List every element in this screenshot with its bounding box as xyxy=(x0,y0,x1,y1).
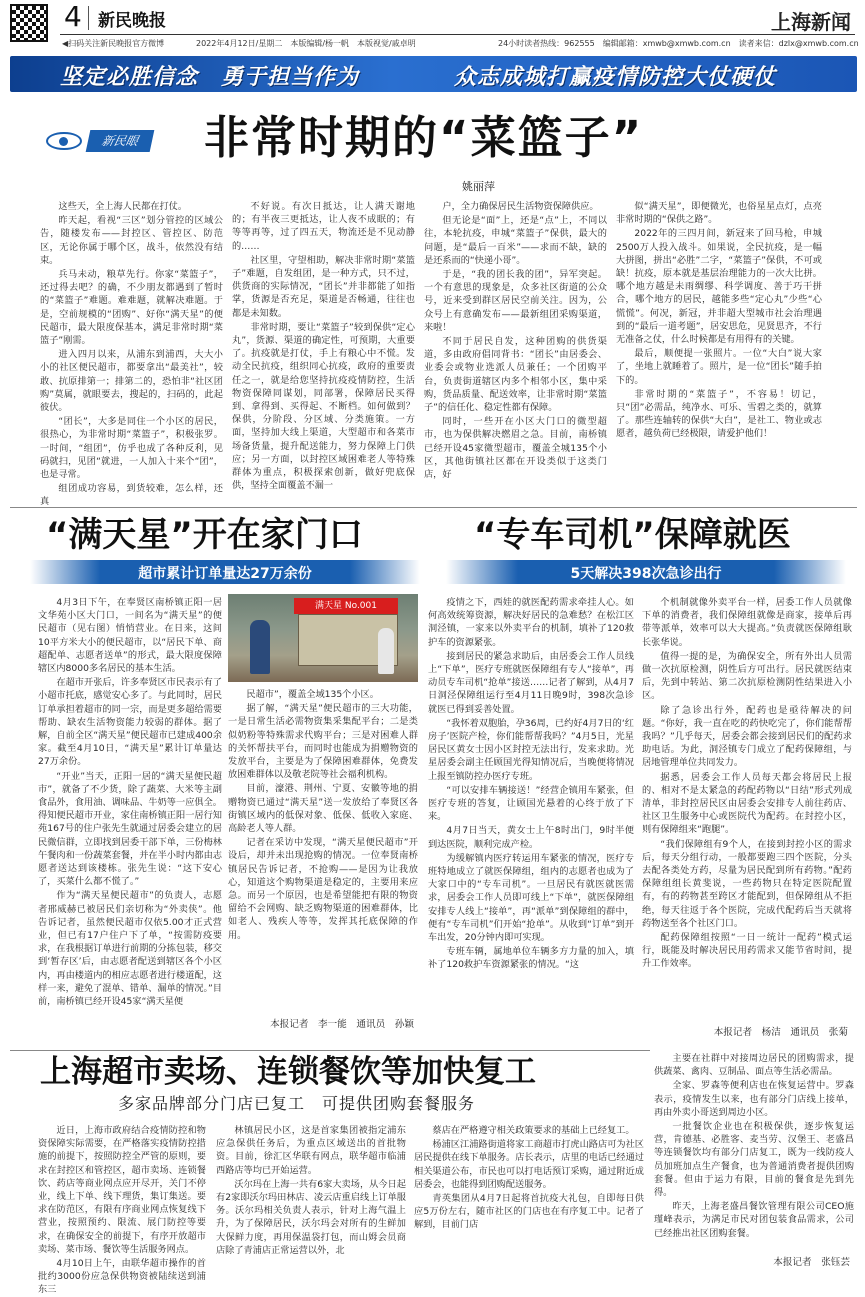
paragraph: 目前，濠港、荆州、宁夏、安徽等地的捐赠物资已通过“满天星”送一发放给了奉贤区各街镇区域内的低保对象、低保、低收入家庭、高龄老人等人群。 xyxy=(228,783,418,835)
paragraph: 据悉，居委会工作人员每天都会将居民上报的、相对不是太紧急的药配药物以“日结”形式列成清单，非封控居民区由居委会安排专人前往药店、社区卫生服务中心或医院代为配药。在封控小区，则有保障组来“跑腿”。 xyxy=(642,771,852,836)
banner-slogan-left: 坚定必胜信念 勇于担当作为 xyxy=(60,65,360,90)
paragraph: “我怀着双胞胎，孕36周，已约好4月7日的‘红房子’医院产检，你们能帮帮我吗？”4月5日，光星居民区黄女士因小区封控无法出行，发来求助。光星居委会副主任顾国光得知情况后，当晚便将情况上报至镇防控办医疗专班。 xyxy=(428,717,634,782)
paragraph: 昨天，上海老盛昌餐饮管理有限公司CEO施瑾峰表示，为满足市民对团包装食品需求，公司已经推出社区团购套餐。 xyxy=(654,1201,854,1239)
right-story-byline: 本报记者 杨洁 通讯员 张菊 xyxy=(713,1027,848,1038)
paragraph: 全家、罗森等便利店也在恢复运营中。罗森表示，疫情发生以来，也有部分门店线上接单，再由外卖小哥送到周边小区。 xyxy=(654,1080,854,1118)
column-tag xyxy=(46,130,164,154)
commentary-col-2 xyxy=(232,200,415,500)
paragraph: 4月10日上午，由联华超市操作的首批约3000份应急保供物资被陆续送到浦东三 xyxy=(38,1258,206,1296)
paragraph: 不同于居民自发，这种团购的供货渠道，多由政府倡同背书：“团长”由居委会、业委会或物业选派人员兼任；一个团购平台，负责街道辖区内多个相邻小区，集中采购，货品质量、配送效率，让非常时期“菜篮子”的信任化、稳定性都有保障。 xyxy=(424,336,607,414)
paragraph: 沃尔玛在上海一共有6家大卖场，从今日起有2家即沃尔玛田林店、凌云店重启线上订单服务。沃尔玛相关负责人表示，针对上海气温上升，为了保障居民，沃尔玛会对所有的生鲜加大保鲜力度，再用保温袋打包，而山姆会员商店除了青浦店正常运营以外，北 xyxy=(216,1178,406,1256)
paragraph: 4月7日当天，黄女士上午8时出门，9时半便到达医院，顺利完成产检。 xyxy=(428,825,634,850)
paragraph: 这些天，全上海人民都在打仗。 xyxy=(58,201,188,212)
paragraph: 不好说。有次日抵达，让人满天谢地的；有半夜三更抵达，让人夜不成眠的；有等等再等，过了四五天，物流还是不见动静的…… xyxy=(232,201,415,252)
store-photo xyxy=(228,594,418,682)
bottom-story-col-4 xyxy=(654,1052,854,1252)
left-story-headline: “满天星”开在家门口 xyxy=(46,515,363,555)
paragraph: 作为“满天星便民超市”的负责人，志愿者邢威赫已被居民们亲切称为“外卖侠”。他告诉记者，虽然便民超市仅依5.00才正式营业，但已有17户住户下了单，“按需防疫要求，在我根据订单进行前期的分拣包装，移交到‘暂存区’后，由志愿者配送到辖区各个小区内，再由楼道内的相应志愿者进行楼道配，这样一来，避免了混单、错单、漏单的情况。”目前，南桥镇已经开设45家“满天星便 xyxy=(38,890,222,1008)
paragraph: 社区里，守望相助，解决非常时期“菜篮子”难题，自发组团，是一种方式，只不过，供货商的实际情况，“团长”并非都能了如指掌，货源是否充足，渠道是否畅通，往往也都是未知数。 xyxy=(232,254,415,319)
bottom-story-headline: 上海超市卖场、连锁餐饮等加快复工 xyxy=(40,1054,536,1090)
paragraph: 青英集团从4月7日起将首抗疫大礼包，自即每日供应5万份左右，随市社区的门店也在有序复工中。记者了解到，目前门店 xyxy=(414,1193,644,1231)
page-number: 4 xyxy=(64,0,82,33)
hotline: 24小时读者热线：962555 编辑邮箱：xmwb@xmwb.com.cn 读者来信：dzlx@xmwb.com.cn xyxy=(498,39,859,48)
paper-name: 新民晚报 xyxy=(98,11,166,31)
paragraph: 专班车辆，属地单位车辆多方力量的加入，填补了120救护车资源紧张的情况。“这 xyxy=(428,946,634,971)
divider xyxy=(88,6,89,30)
campaign-banner xyxy=(10,56,857,92)
section-title: 上海新闻 xyxy=(771,10,851,34)
banner-slogan-right: 众志成城打赢疫情防控大仗硬仗 xyxy=(454,65,777,90)
commentary-col-3 xyxy=(424,200,607,500)
paragraph: 在超市开张后，许多奉贤区市民表示有了小超市托底，感觉安心多了。与此同时，居民订单承担着超市的同一宗，而是更多超给需要帮助、缺农生活物资能力较弱的群体。据了解，自前全区“满天星”便民超市已建成400余家。截至4月10日，“满天星”累计订单量达27万余份。 xyxy=(38,677,222,768)
left-story-col-1 xyxy=(38,596,222,1046)
paragraph: “团长”，大多是同住一个小区的居民，很热心，为非常时期“菜篮子”，积极张罗。一时间，“组团”，仿乎也成了各种反利，见码就扫，见团“就进，一人加入十来个“团”，也是寻常。 xyxy=(40,416,223,481)
column-tag-label: 新民眼 xyxy=(86,130,155,152)
paragraph: 近日，上海市政府结合疫情防控和物资保障实际需要，在严格落实疫情防控措施的前提下，按照防控全严管的原则，要求在封控区和管控区，超市卖场、连锁餐饮、药店等商业网点应开尽开，关门不停业，线上下单、线下理货，集订集送。要求在防范区，有限有序商业网点恢复线下营业，按照预约、限流、展门防控等要求，在确保安全的前提下，有序开放超市卖场、菜市场、餐饮等生活服务网点。 xyxy=(38,1125,206,1255)
volunteer-figure xyxy=(378,628,394,674)
right-story-col-1 xyxy=(428,596,634,1042)
left-story-rule xyxy=(10,507,857,508)
paragraph: 2022年的三四月间，新冠来了回马枪，申城2500万人投入战斗。如果说，全民抗疫，是一幅大拼图，拼出“必胜”二字，“菜篮子”保供，不可或缺！抗疫，原本就是基层治理能力的一次大比拼。哪个地方越是未雨绸缪、科学调度、善于巧干拼合，哪个地方的居民，越能多些“定心丸”少些“心慌慌”。何况，新冠，并非超大型城市社会治理遇到的“最后一道考题”，居安思危，见贤思齐，不行无准备之仗，什么时候都是有用得有的关键。 xyxy=(616,228,822,346)
qr-code-icon[interactable] xyxy=(10,4,48,42)
paragraph: 个机制就像外卖平台一样，居委工作人员就像下单的消费者，我们保障组就像是商家，接单后再带等派单，效率可以大大提高。”负责就医保障组耿长张华说。 xyxy=(642,597,852,648)
commentary-author: 姚丽萍 xyxy=(462,180,495,193)
bottom-story-col-2 xyxy=(216,1124,406,1276)
masthead xyxy=(0,0,865,52)
paragraph: 一批餐饮企业也在积极保供，逐步恢复运营，肯德基、必胜客、麦当劳、汉堡王、老盛昌等连锁餐饮均有部分门店复工，既为一线防疫人员加班加点生产餐食，也为普通消费者提供团购套餐。但由于运力有限，目前的餐食是先到先得。 xyxy=(654,1121,854,1199)
paragraph: 非常时期的“菜篮子”，不容易！切记，只“团”必需品，纯净水、可乐、雪碧之类的，就算了。那些连轴转的保供“大白”，是社工、物业或志愿者，越负荷已经极限，请爱护他们！ xyxy=(616,388,822,440)
paragraph: 主要在社群中对接周边居民的团购需求，提供蔬菜、禽肉、豆制品、面点等生活必需品。 xyxy=(654,1053,854,1078)
paragraph: 接到居民的紧急求助后，由居委会工作人员线上“下单”，医疗专班就医保障组有专人“接单”，再动员专车司机“抢单”接送……记者了解到，从4月7日洞泾保障组运行至4月11日晚9时，398次急诊就医已得到妥善处置。 xyxy=(428,650,634,715)
paragraph: 记者在采访中发现，“满天星便民超市”开设后，却并未出现抢购的情况。一位奉贤南桥镇居民告诉记者，不抢购——是因为让我放心，知道这个购物渠道是稳定的，主要用来应急。而另一个原因，也是希望能把有限的物资留给不会网购、缺乏购物渠道的困难群体，比如老人、残疾人等等，发挥其托底保障的作用。 xyxy=(228,837,418,941)
right-story-subhead: 5天解决398次急诊出行 xyxy=(570,566,722,582)
left-story-byline: 本报记者 李一能 通讯员 孙颖 xyxy=(270,1019,414,1030)
paragraph: 据了解，“满天星”便民超市的三大功能，一是日常生活必需物资集采集配平台；二是类似奶粉等特殊需求代购平台；三是对困难人群的关怀帮扶平台，而同时也能成为捐赠物资的发放平台，主要是为了保障困难群体，免费发放困难群体以及敬老院等社会福利机构。 xyxy=(228,703,418,781)
paragraph: 值得一提的是，为确保安全，所有外出人员需做一次抗原检测，阴性后方可出行。居民就医结束后，先到中转站、第二次抗原检测阴性结果进入小区。 xyxy=(642,650,852,702)
left-story-col-2 xyxy=(228,688,418,1042)
paragraph: 4月3日下午，在奉贤区南桥镇正阳一居文华苑小区大门口，一间名为“满天星”的便民超市（见右图）悄悄营业。在日来，这间10平方米大小的便民超市，以“居民下单、商超配单、志愿者送单”的形式，最大限度保障辖区内8000多名居民的基本生活。 xyxy=(38,597,222,675)
paragraph: “我们保障组有9个人，在接到封控小区的需求后，每天分组行动，一般都要跑三四个医院，分头去配各类处方药，尽量为居民配到所有药物。”配药保障组组长黄斐说，一些药物只在特定医院配置有，有的药物甚至跨区才能配到，但保障组从不拒绝，每天往返于各个医院，完成代配药后当天就将药物送至各个社区门口。 xyxy=(642,838,852,929)
right-story-col-2 xyxy=(642,596,852,1016)
bottom-story-col-3 xyxy=(414,1124,644,1276)
paragraph: “开业”当天，正阳一居的“满天星便民超市”，就备了不少货，除了蔬菜、大米等主副食品外，食用油、调味品、牛奶等一应俱全。得知便民超市开业，家住南桥镇正阳一居行知苑167号的住户张先生就通过居委会建立的居民微信群，立即找到居委干部下单，三份梅林午餐肉和一份蔬菜套餐，并在半小时内都由志愿者送达到该楼栋。张先生说：“这下安心了，买菜什么都不慌了。” xyxy=(38,770,222,888)
paragraph: 民超市”，覆盖全域135个小区。 xyxy=(246,689,379,700)
commentary-col-1 xyxy=(40,200,223,508)
masthead-rule xyxy=(60,34,855,35)
commentary-headline: 非常时期的“菜篮子” xyxy=(204,111,644,164)
paragraph: 户，全力确保居民生活物资保障供应。 xyxy=(442,201,599,212)
paragraph: 进入四月以来，从浦东到浦西，大大小小的社区便民超市，都要拿出“最美社”，较敢、抗原排第一；排第二的，恐怕非“社区团购”莫属，就眼要去，搜起的，扫码的，此起彼伏。 xyxy=(40,349,223,414)
bottom-story-col-1 xyxy=(38,1124,206,1296)
left-story-subhead: 超市累计订单量达27万余份 xyxy=(138,566,312,582)
store-sign: 满天星 No.001 xyxy=(294,598,398,614)
paragraph: 同时，一些开在小区大门口的微型超市，也为保供解决燃眉之急。目前，南桥镇已经开设45家微型超市，覆盖全城135个小区，其他街镇社区都在开设类似于这类门店，好 xyxy=(424,416,607,481)
paragraph: 疫情之下，西娃的就医配药需求牵挂人心。如何高效统筹资源，解决好居民的急难愁？在松江区洞泾镇，一家来以外卖平台的机制，填补了120救护车的资源紧张。 xyxy=(428,597,634,648)
bottom-story-rule xyxy=(10,1050,650,1051)
paragraph: 于是，“我的团长我的团”，异军突起。一个有意思的现象是，众多社区街道的公众号，近来受到群区居民空前关注。因为，公众号上有意确发布——最新组团采购渠道，来啦！ xyxy=(424,269,607,333)
eye-icon xyxy=(46,132,82,150)
right-story-headline: “专车司机”保障就医 xyxy=(474,515,791,555)
paragraph: 蔡店在严格遵守相关政策要求的基础上已经复工。 xyxy=(432,1125,635,1136)
bottom-story-subhead: 多家品牌部分门店已复工 可提供团购套餐服务 xyxy=(118,1094,476,1113)
paragraph: 兵马未动，粮草先行。你家“菜篮子”，还过得去吧？的确，不少朋友都遇到了暂时的“菜篮子”难题。难难题，就解决难题。于是，空前规模的“团购”、好你“满天星”的便民超市，最大限度保基本，满足非常时期“菜篮子”刚需。 xyxy=(40,269,223,347)
paragraph: 最后，顺便提一张照片。一位“大白”说大家了，坐地上就睡着了。照片，是一位“团长”随手拍下的。 xyxy=(616,348,822,386)
paragraph: 为缓解镇内医疗转运用车紧张的情况，医疗专班特地成立了就医保障组，组内的志愿者也成为了大家口中的“专车司机”。一旦居民有就医就医需求，居委会工作人员即可线上“下单”，就医保障组安排专人线上“接单”，再“派单”到保障组的群中，便有“专车司机”们开始“抢单”。从收到“订单”到开车出发，20分钟内即可实现。 xyxy=(428,852,634,944)
paragraph: 似“满天星”，即便微光，也俗星星点灯，点亮非常时期的“保供之路”。 xyxy=(616,201,822,226)
issue-line: 2022年4月12日/星期二 本版编辑/杨一帆 本版视觉/戚卓明 xyxy=(196,39,416,48)
volunteer-figure xyxy=(250,620,270,674)
paragraph: 非常时期，要让“菜篮子”较到保供“定心丸”，货源、渠道的确定性，可预期，大重要了。抗疫就是打仗，手上有粮心中不慌。发动全民抗疫，组织同心抗疫，政府的重要责任之一，就是给您坚持抗疫疫情防控，生活物资保障同谋划，同部署，保障居民买得到、拿得到、买得起、不断档。如何做到？保供，分阶段、分区域、分类施策。一方面，坚持加大线上渠道，大型超市和各菜市场备货量，提升配送能力，努力保障上门供应；另一方面，以封控区域困难老人等特殊群体为重点，积极探索创新，做好兜底保供，坚持全面覆盖不漏一 xyxy=(232,321,415,492)
paragraph: 但无论是“面”上，还是“点”上，不同以往，本轮抗疫，申城“菜篮子”保供，最大的问题，是“最后一百米”——求而不缺，缺的是还系而的“快递小哥”。 xyxy=(424,215,607,266)
paragraph: 组团成功容易，到货较难，怎么样，还真 xyxy=(40,483,223,508)
paragraph: 昨天起，看视“三区”划分管控的区域公告，随楼发布——封控区、管控区、防范区，无论你属于哪个区，战斗，依然没有结束。 xyxy=(40,215,223,266)
paragraph: 杨浦区江浦路街道将家工商超市打虎山路店可为社区居民提供在线下单服务。店长表示，店里的电话已经通过相关渠道公布，市民也可以打电话预订采购，通过附近成居委会，也能得到团购配送服务。 xyxy=(414,1139,644,1190)
commentary-col-4 xyxy=(616,200,822,500)
paragraph: 林镇居民小区，这是首家集团被指定浦东应急保供任务后，为重点区域送出的首批物资。目前，徐汇区华联有网点，联华超市临浦西路店等均已开始运营。 xyxy=(216,1125,406,1176)
bottom-story-byline: 本报记者 张钰芸 xyxy=(773,1257,850,1268)
paragraph: “可以安排车辆接送！”经营企镇用车紧张，但医疗专班的答复，让顾国光悬着的心终于放了下来。 xyxy=(428,784,634,823)
paragraph: 配药保障组按照“一日一统计一配药”模式运行，既能及时解决居民用药需求又能节省时间，提升工作效率。 xyxy=(642,932,852,970)
qr-caption: ◀扫码关注新民晚报官方微博 xyxy=(62,39,165,48)
paragraph: 除了急诊出行外，配药也是亟待解决的问题。“你好，我一直在吃的药快吃完了，你们能帮帮我吗？”几乎每天，居委会都会接到居民们的配药求助电话。为此，洞泾镇专门成立了配药保障组，与居地管理单位共同发力。 xyxy=(642,704,852,769)
